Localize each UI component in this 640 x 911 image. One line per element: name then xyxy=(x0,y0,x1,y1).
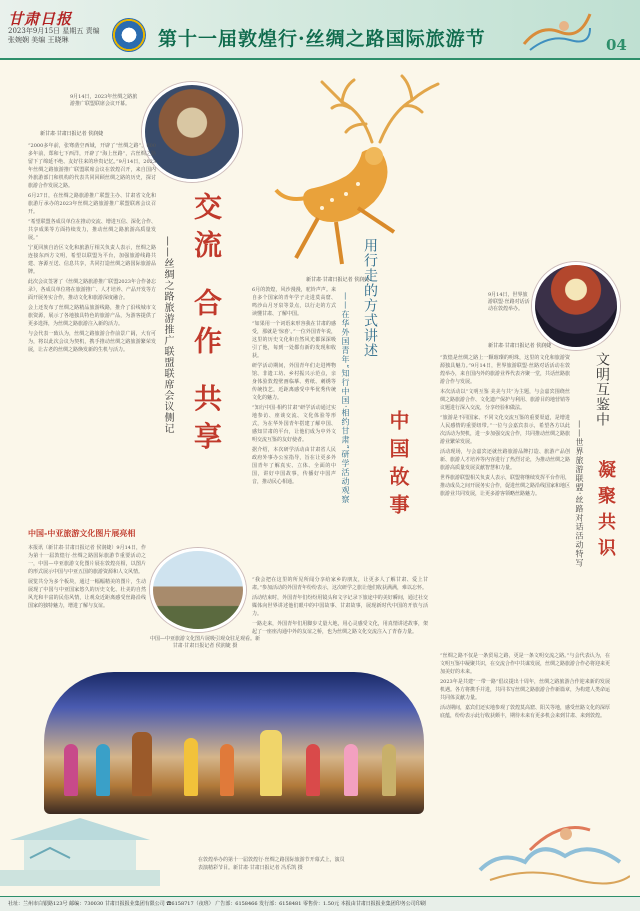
article3-paragraph: 6月的敦煌，风沙漫漫，驼铃声声。来自多个国家的青年学子走进莫高窟、鸣沙山月牙泉等景点，以行走的方式读懂甘肃、了解中国。 xyxy=(252,287,336,317)
article4-paragraph: 本次活动以“文明互鉴 美美与共”为主题，与会嘉宾围绕丝绸之路旅游合作、文化遗产保护与利用、旅游目的地营销等议题进行深入交流，分享经验和做法。 xyxy=(440,389,570,411)
article3-paragraph: “如果用一个词语来形容我在甘肃的感受，那就是‘惊喜’。”一位外国青年说，这里的历史文化和自然风光都深深吸引了他，每到一处都有新的发现和收获。 xyxy=(252,321,336,359)
performer-figure xyxy=(344,744,358,796)
dateline: 2023年9月15日 星期五 责编 张婉娴 美编 王晓琳 xyxy=(8,27,100,44)
article1-body xyxy=(28,142,156,520)
performer-figure xyxy=(96,744,110,796)
article1-paragraph: 6月27日，在丝绸之路旅游推广联盟主办、甘肃省文化和旅游厅承办的2023年丝绸之路旅游推广联盟联席会议召开。 xyxy=(28,193,156,215)
dialogue-event-photo xyxy=(532,262,620,350)
exhibition-body xyxy=(28,544,146,656)
article4-headline: 凝聚共识 xyxy=(595,460,616,564)
page-footer: 社址：兰州市白银路123号 邮编：730030 甘肃日报报业集团有限公司 ☎6158717（夜班） 广告部：6158466 发行部：6158481 零售价：1.50元 本报由甘肃日报报业集团印务公司印刷 xyxy=(0,896,640,911)
article4-body-lower xyxy=(440,652,610,802)
cloud-apsara-illustration xyxy=(470,800,630,890)
festival-emblem-icon xyxy=(112,18,146,52)
page-header-title: 第十一届敦煌行·丝绸之路国际旅游节 xyxy=(158,28,486,50)
dialogue-photo-caption: 9月14日，世界旅游联盟·丝路对话活动在敦煌举办。 xyxy=(488,292,530,312)
article1-paragraph: “希望联盟各成员单位在推动交流、增进互信、深化合作、共享成果等方面持续发力，推动丝绸之路旅游高质量发展。” xyxy=(28,219,156,241)
article4-byline: 新甘肃·甘肃日报记者 侯润婕 xyxy=(488,343,552,349)
exhibition-paragraph: 展览共分为多个板块，通过一幅幅精美的图片，生动展现了中国与中亚国家悠久的历史文化、壮美的自然风光和丰富的民俗风情，让观众近距离感受丝路沿线国家的独特魅力，增进了解与友谊。 xyxy=(28,579,146,609)
article3-paragraph: 据介绍，本次研学活动由甘肃省人民政府外事办公室指导，旨在让更多外国青年了解真实、立体、全面的中国，讲好中国故事，传播好中国声音，推动民心相通。 xyxy=(252,447,336,485)
article3-paragraph: “我会把在这里的所见所闻分享给家乡的朋友，让更多人了解甘肃、爱上甘肃。”参加活动的外国青年纷纷表示，这次研学之旅让他们收获满满，难以忘怀。 xyxy=(252,577,428,591)
palace-illustration xyxy=(0,800,160,886)
performer-figure xyxy=(184,738,198,796)
newspaper-logo: 甘肃日报 xyxy=(8,10,73,28)
article4-paragraph: 2023年是共建“一带一路”倡议提出十周年，丝绸之路旅游合作迎来新的发展机遇。各方将携手并进，共同书写丝绸之路旅游合作新篇章，为构建人类命运共同体贡献力量。 xyxy=(440,679,610,701)
golden-deer-illustration xyxy=(262,72,448,272)
article4-body-upper xyxy=(440,354,570,648)
page-number: 04 xyxy=(606,36,627,54)
exhibition-photo-caption: 中国—中亚旅游文化图片展吸引观众驻足观看。新甘肃·甘肃日报记者 侯润婕 摄 xyxy=(150,636,261,649)
article4-tagline: ——世界旅游联盟·丝路对话活动特写 xyxy=(575,420,584,568)
article1-byline: 新甘肃·甘肃日报记者 侯润婕 xyxy=(40,131,104,137)
article1-subheadline: ——丝绸之路旅游推广联盟联席会议侧记 xyxy=(162,236,173,434)
article3-paragraph: “知行中国·相约甘肃”研学活动通过实地参访、座谈交流、文化体验等形式，为在华外国青年搭建了解中国、感知甘肃的平台，让他们成为中外文明交流互鉴的友好使者。 xyxy=(252,405,336,443)
performer-figure xyxy=(260,730,282,796)
article3-subheadline: 用行走的方式讲述 xyxy=(362,238,378,358)
article4-paragraph: “敦煌是丝绸之路上一颗璀璨的明珠，这里的文化和旅游资源独具魅力。”9月14日，世界旅游联盟·丝路对话活动在敦煌举办，来自国内外的旅游业界代表齐聚一堂，共话丝路旅游合作与发展。 xyxy=(440,355,570,385)
opening-ceremony-photo xyxy=(44,672,424,814)
article4-paragraph: 世界旅游联盟相关负责人表示，联盟将继续发挥平台作用，推动成员之间开展务实合作，促进丝绸之路沿线国家和地区旅游业共同发展，让更多游客领略丝路魅力。 xyxy=(440,475,570,497)
opening-ceremony-caption: 在敦煌举办的第十一届敦煌行·丝绸之路国际旅游节开幕式上，演员表演精彩节目。新甘肃·甘肃日报记者 冯乐凯 摄 xyxy=(198,857,345,871)
article3-body-bottom xyxy=(252,576,428,668)
performer-figure xyxy=(64,744,78,796)
performer-figure xyxy=(220,744,234,796)
article4-paragraph: “旅游是不同国家、不同文化交流互鉴的重要渠道，是增进人民感情的重要纽带。”一位与会嘉宾表示，希望各方以此次活动为契机，进一步加强交流合作，共同推动丝绸之路旅游业繁荣发展。 xyxy=(440,415,570,445)
performer-figure xyxy=(382,744,396,796)
article1-headline: 交流 合作 共享 xyxy=(190,192,223,460)
flying-apsara-icon xyxy=(520,4,592,54)
article4-subheadline: 文明互鉴中 xyxy=(594,352,610,427)
article4-paragraph: 活动现场，与会嘉宾还就丝路旅游品牌打造、旅游产品创新、旅游人才培养等内容进行了热烈讨论，为推动丝绸之路旅游高质量发展贡献智慧和力量。 xyxy=(440,449,570,471)
article3-tagline: ——在华外国青年“知行中国·相约甘肃”研学活动观察 xyxy=(341,292,350,504)
article3-paragraph: 活动结束时，外国青年们纷纷用镜头和文字记录下旅途中的美好瞬间，通过社交媒体向世界讲述他们眼中的中国故事、甘肃故事，展现新时代中国的开放与活力。 xyxy=(252,595,428,617)
performer-figure xyxy=(132,732,152,796)
exhibition-paragraph: 本报讯（新甘肃·甘肃日报记者 侯润婕）9月14日，作为第十一届敦煌行·丝绸之路国际旅游节重要活动之一，中国—中亚旅游文化图片展在敦煌亮相，以图片的形式展示中国与中亚五国的旅游资源和人文风情。 xyxy=(28,545,146,575)
article3-byline: 新甘肃·甘肃日报记者 侯润婕 xyxy=(306,277,370,283)
article1-paragraph: 宁夏回族自治区文化和旅游厅相关负责人表示，丝绸之路连接东西方文明，希望以联盟为平台，加强旅游线路共建、客源互送、信息共享，共同打造丝绸之路国际旅游品牌。 xyxy=(28,245,156,275)
article1-paragraph: 与会代表一致认为，丝绸之路旅游合作前景广阔，大有可为，将以此次会议为契机，携手推动丝绸之路旅游繁荣发展，让古老的丝绸之路焕发新的生机与活力。 xyxy=(28,331,156,353)
article3-headline: 中国故事 xyxy=(386,410,410,522)
article1-paragraph: “2000多年前，张骞凿空西域，开辟了“丝绸之路”，600多年前，郑和七下西洋，开辟了“海上丝路”，古丝绸之路留下了绵延不绝、友好往来的珍贵记忆。”9月14日，2023年丝绸之路旅游推广联盟联席会议在敦煌召开，来自国内外旅游部门和机构的代表共同回顾丝绸之路的历史，探讨旅游合作发展之路。 xyxy=(28,143,156,189)
article4-paragraph: “丝绸之路不仅是一条贸易之路，更是一条文明交流之路。”与会代表认为，在文明互鉴中凝聚共识，在交流合作中共谋发展，丝绸之路旅游合作必将迎来更加美好的未来。 xyxy=(440,653,610,675)
article3-paragraph: 研学活动期间，外国青年们走进博物馆、非遗工坊、乡村振兴示范点，亲身体验敦煌壁画临摹、剪纸、刺绣等传统技艺，近距离感受中华优秀传统文化的魅力。 xyxy=(252,363,336,401)
article3-paragraph: 一路走来，外国青年们用脚步丈量大地，用心灵感受文化，用真情讲述故事，架起了一座座沟通中外的友谊之桥，也为丝绸之路文化交流注入了青春力量。 xyxy=(252,621,428,635)
meeting-photo xyxy=(142,82,242,182)
meeting-photo-caption: 9月14日，2023年丝绸之路旅游推广联盟联席会议开幕。 xyxy=(70,94,138,107)
article1-paragraph: 会上还发布了丝绸之路精品旅游线路，推介了沿线城市文旅资源，展示了各地独具特色的旅游产品，为游客提供了更多选择，为丝绸之路旅游注入新的活力。 xyxy=(28,305,156,327)
exhibition-title: 中国-中亚旅游文化图片展亮相 xyxy=(28,528,136,538)
exhibition-photo xyxy=(150,548,246,632)
article4-paragraph: 活动期间，嘉宾们还实地参观了敦煌莫高窟、阳关等地，感受丝路文化的深厚底蕴，纷纷表示此行收获颇丰，期待未来有更多机会来到甘肃、来到敦煌。 xyxy=(440,705,610,719)
article1-paragraph: 此次会议签署了《丝绸之路旅游推广联盟2023年合作备忘录》，各成员单位将在旅游推广、人才培养、产品开发等方面开展务实合作，推动文化和旅游深度融合。 xyxy=(28,279,156,301)
performer-figure xyxy=(306,744,320,796)
